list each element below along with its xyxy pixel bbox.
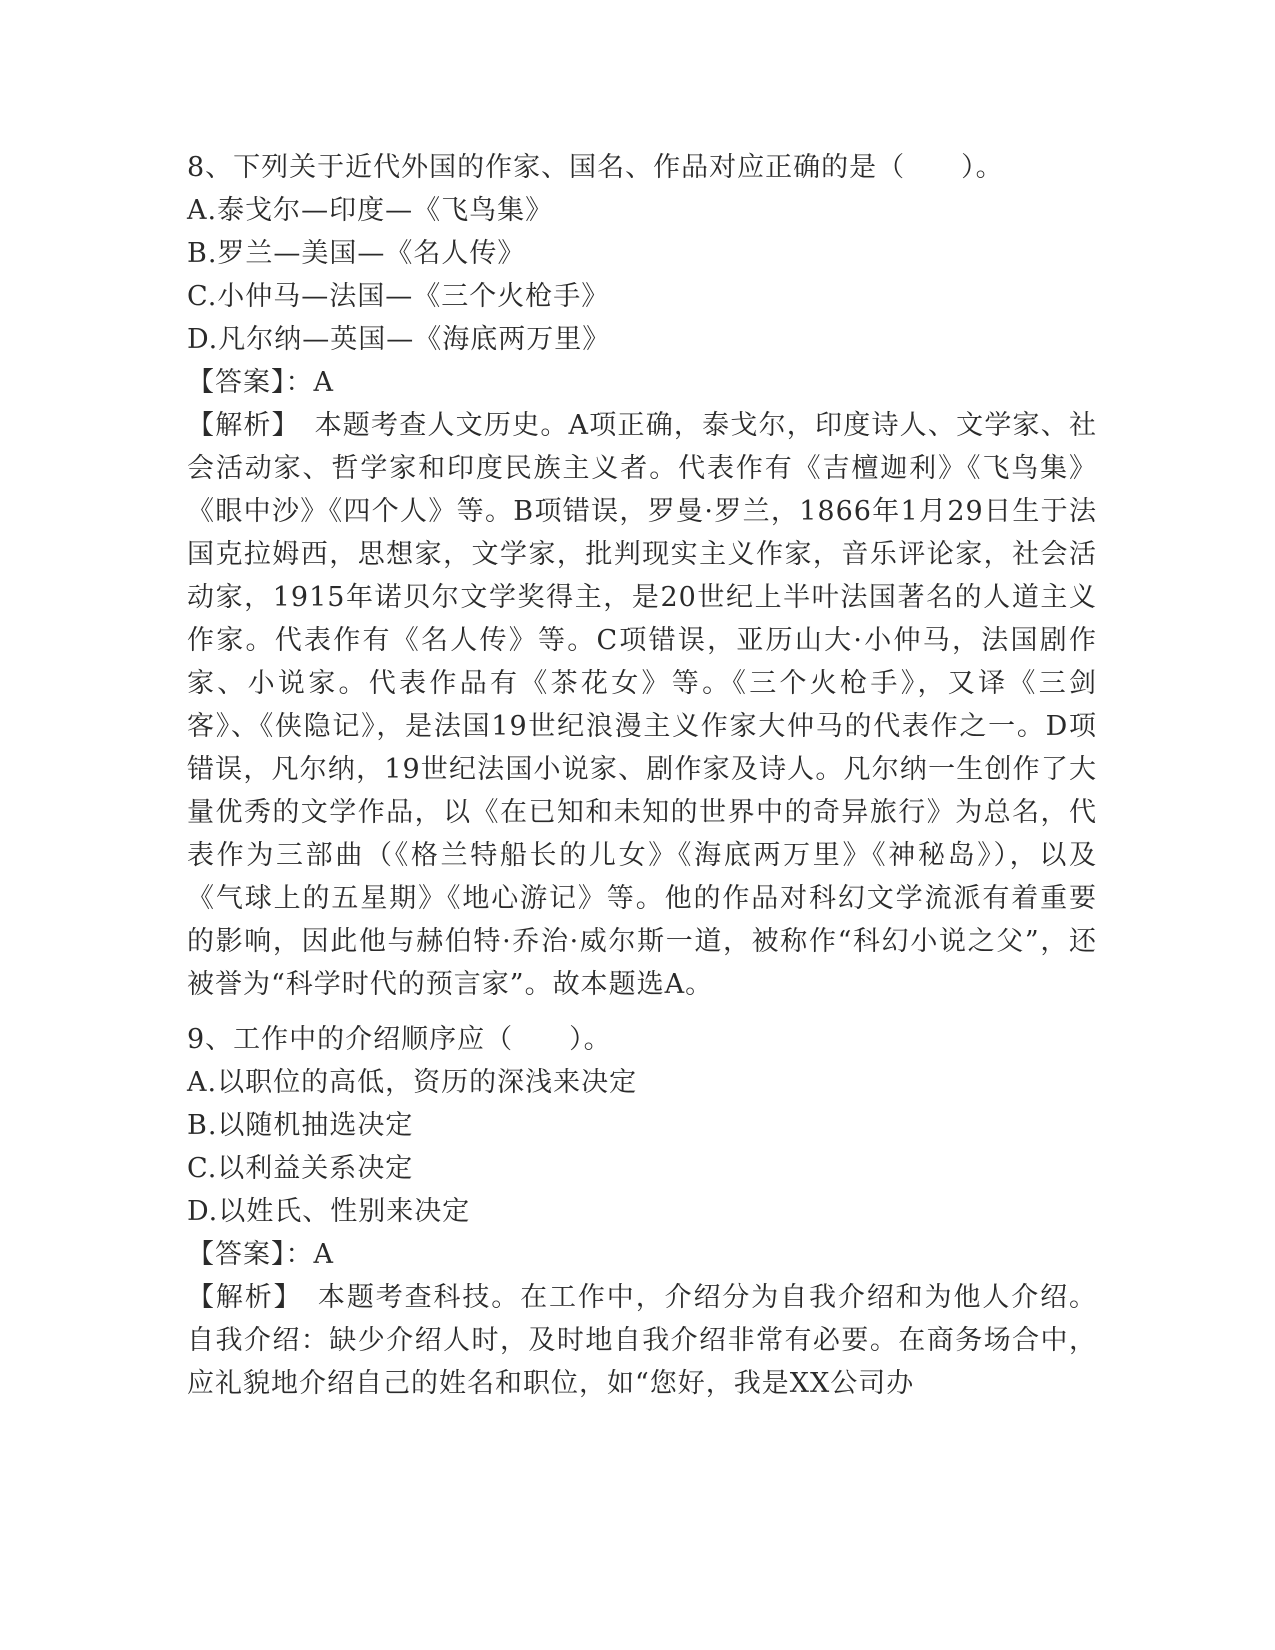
- document-content: [187, 146, 1097, 1405]
- question-8: [187, 146, 1097, 1006]
- answer: 【答案】：A: [187, 367, 334, 398]
- option-b: B.罗兰—美国—《名人传》: [187, 238, 526, 269]
- option-c: C.小仲马—法国—《三个火枪手》: [187, 281, 610, 312]
- question-9: [187, 1018, 1097, 1405]
- question-stem: 9、工作中的介绍顺序应（ ）。: [187, 1024, 612, 1055]
- analysis: 【解析】 本题考查人文历史。A项正确，泰戈尔，印度诗人、文学家、社会活动家、哲学家和印度民族主义者。代表作有《吉檀迦利》《飞鸟集》《眼中沙》《四个人》等。B项错误，罗曼·罗兰，1866年1月29日生于法国克拉姆西，思想家，文学家，批判现实主义作家，音乐评论家，社会活动家，1915年诺贝尔文学奖得主，是20世纪上半叶法国著名的人道主义作家。代表作有《名人传》等。C项错误，亚历山大·小仲马，法国剧作家、小说家。代表作品有《茶花女》等。《三个火枪手》，又译《三剑客》、《侠隐记》，是法国19世纪浪漫主义作家大仲马的代表作之一。D项错误，凡尔纳，19世纪法国小说家、剧作家及诗人。凡尔纳一生创作了大量优秀的文学作品，以《在已知和未知的世界中的奇异旅行》为总名，代表作为三部曲（《格兰特船长的儿女》《海底两万里》《神秘岛》），以及《气球上的五星期》《地心游记》等。他的作品对科幻文学流派有着重要的影响，因此他与赫伯特·乔治·威尔斯一道，被称作“科幻小说之父”，还被誉为“科学时代的预言家”。故本题选A。: [187, 410, 1097, 1000]
- question-spacer: [187, 1006, 1097, 1018]
- option-d: D.以姓氏、性别来决定: [187, 1196, 471, 1227]
- option-c: C.以利益关系决定: [187, 1153, 414, 1184]
- answer: 【答案】：A: [187, 1239, 334, 1270]
- option-a: A.泰戈尔—印度—《飞鸟集》: [187, 195, 554, 226]
- analysis: 【解析】 本题考查科技。在工作中，介绍分为自我介绍和为他人介绍。自我介绍：缺少介绍人时，及时地自我介绍非常有必要。在商务场合中，应礼貌地介绍自己的姓名和职位，如“您好，我是XX公司办: [187, 1282, 1097, 1399]
- option-b: B.以随机抽选决定: [187, 1110, 414, 1141]
- option-d: D.凡尔纳—英国—《海底两万里》: [187, 324, 611, 355]
- question-stem: 8、下列关于近代外国的作家、国名、作品对应正确的是（ ）。: [187, 152, 1004, 183]
- option-a: A.以职位的高低，资历的深浅来决定: [187, 1067, 638, 1098]
